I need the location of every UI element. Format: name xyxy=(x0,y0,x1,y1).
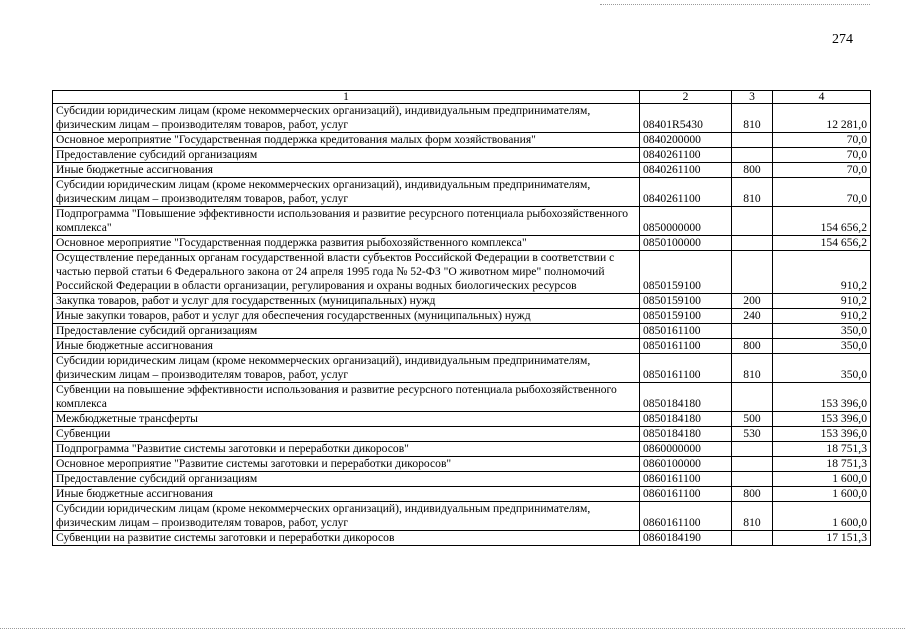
code-cell: 0850161100 xyxy=(640,324,732,339)
table-row xyxy=(53,502,871,531)
name-cell: Субсидии юридическим лицам (кроме некоммерческих организаций), индивидуальным предпринимателям, физическим лицам – производителям товаров, работ, услуг xyxy=(53,354,640,383)
code-cell: 0850159100 xyxy=(640,294,732,309)
expense-type-cell xyxy=(732,324,773,339)
code-cell: 0860161100 xyxy=(640,472,732,487)
code-cell: 0850161100 xyxy=(640,339,732,354)
amount-cell: 18 751,3 xyxy=(773,442,871,457)
code-cell: 0850161100 xyxy=(640,354,732,383)
name-cell: Закупка товаров, работ и услуг для государственных (муниципальных) нужд xyxy=(53,294,640,309)
amount-cell: 153 396,0 xyxy=(773,412,871,427)
code-cell: 0850184180 xyxy=(640,427,732,442)
expense-type-cell: 810 xyxy=(732,502,773,531)
code-cell: 0860161100 xyxy=(640,487,732,502)
code-cell: 0860100000 xyxy=(640,457,732,472)
header-column-1: 1 xyxy=(53,91,640,104)
code-cell: 0840261100 xyxy=(640,178,732,207)
expense-type-cell xyxy=(732,236,773,251)
table-row xyxy=(53,339,871,354)
name-cell: Субсидии юридическим лицам (кроме некоммерческих организаций), индивидуальным предпринимателям, физическим лицам – производителям товаров, работ, услуг xyxy=(53,502,640,531)
name-cell: Иные бюджетные ассигнования xyxy=(53,339,640,354)
code-cell: 0840261100 xyxy=(640,148,732,163)
table-row xyxy=(53,324,871,339)
amount-cell: 153 396,0 xyxy=(773,383,871,412)
amount-cell: 70,0 xyxy=(773,133,871,148)
amount-cell: 1 600,0 xyxy=(773,487,871,502)
expense-type-cell: 800 xyxy=(732,163,773,178)
name-cell: Субвенции на развитие системы заготовки и переработки дикоросов xyxy=(53,531,640,546)
scan-artifact-top xyxy=(600,4,870,5)
name-cell: Основное мероприятие "Государственная поддержка развития рыбохозяйственного комплекса" xyxy=(53,236,640,251)
code-cell: 0840261100 xyxy=(640,163,732,178)
code-cell: 08401R5430 xyxy=(640,104,732,133)
code-cell: 0850100000 xyxy=(640,236,732,251)
table-row xyxy=(53,294,871,309)
amount-cell: 70,0 xyxy=(773,148,871,163)
code-cell: 0860161100 xyxy=(640,502,732,531)
name-cell: Предоставление субсидий организациям xyxy=(53,324,640,339)
amount-cell: 18 751,3 xyxy=(773,457,871,472)
expense-type-cell: 810 xyxy=(732,354,773,383)
expense-type-cell xyxy=(732,442,773,457)
expense-type-cell xyxy=(732,383,773,412)
table-row xyxy=(53,163,871,178)
budget-table xyxy=(52,90,871,546)
table-row xyxy=(53,236,871,251)
header-column-2: 2 xyxy=(640,91,732,104)
amount-cell: 350,0 xyxy=(773,354,871,383)
scan-artifact-bottom xyxy=(0,628,905,629)
table-header-row xyxy=(53,91,871,104)
amount-cell: 154 656,2 xyxy=(773,207,871,236)
name-cell: Субсидии юридическим лицам (кроме некоммерческих организаций), индивидуальным предпринимателям, физическим лицам – производителям товаров, работ, услуг xyxy=(53,104,640,133)
table-body xyxy=(53,104,871,546)
table-row xyxy=(53,531,871,546)
expense-type-cell xyxy=(732,207,773,236)
table-row xyxy=(53,133,871,148)
expense-type-cell: 800 xyxy=(732,487,773,502)
expense-type-cell: 200 xyxy=(732,294,773,309)
name-cell: Основное мероприятие "Развитие системы заготовки и переработки дикоросов" xyxy=(53,457,640,472)
table-row xyxy=(53,472,871,487)
amount-cell: 70,0 xyxy=(773,178,871,207)
table-row xyxy=(53,354,871,383)
amount-cell: 70,0 xyxy=(773,163,871,178)
name-cell: Подпрограмма "Развитие системы заготовки и переработки дикоросов" xyxy=(53,442,640,457)
table-row xyxy=(53,457,871,472)
header-column-3: 3 xyxy=(732,91,773,104)
code-cell: 0860184190 xyxy=(640,531,732,546)
expense-type-cell: 810 xyxy=(732,104,773,133)
table-row xyxy=(53,427,871,442)
expense-type-cell: 500 xyxy=(732,412,773,427)
amount-cell: 153 396,0 xyxy=(773,427,871,442)
amount-cell: 154 656,2 xyxy=(773,236,871,251)
header-column-4: 4 xyxy=(773,91,871,104)
expense-type-cell xyxy=(732,251,773,294)
expense-type-cell: 530 xyxy=(732,427,773,442)
name-cell: Иные бюджетные ассигнования xyxy=(53,487,640,502)
name-cell: Подпрограмма "Повышение эффективности использования и развитие ресурсного потенциала рыбохозяйственного комплекса" xyxy=(53,207,640,236)
expense-type-cell xyxy=(732,472,773,487)
expense-type-cell xyxy=(732,531,773,546)
table-row xyxy=(53,207,871,236)
table-row xyxy=(53,442,871,457)
name-cell: Осуществление переданных органам государственной власти субъектов Российской Федерации в соответствии с частью первой статьи 6 Федерального закона от 24 апреля 1995 года № 52-ФЗ "О животном мире" полномочий Российской Федерации в области организации, регулирования и охраны водных биологических ресурсов xyxy=(53,251,640,294)
amount-cell: 17 151,3 xyxy=(773,531,871,546)
name-cell: Межбюджетные трансферты xyxy=(53,412,640,427)
name-cell: Основное мероприятие "Государственная поддержка кредитования малых форм хозяйствования" xyxy=(53,133,640,148)
name-cell: Предоставление субсидий организациям xyxy=(53,472,640,487)
code-cell: 0850159100 xyxy=(640,309,732,324)
code-cell: 0850184180 xyxy=(640,383,732,412)
code-cell: 0850159100 xyxy=(640,251,732,294)
amount-cell: 910,2 xyxy=(773,251,871,294)
amount-cell: 1 600,0 xyxy=(773,472,871,487)
page-number: 274 xyxy=(832,32,853,47)
expense-type-cell: 810 xyxy=(732,178,773,207)
name-cell: Иные бюджетные ассигнования xyxy=(53,163,640,178)
name-cell: Субвенции xyxy=(53,427,640,442)
expense-type-cell: 800 xyxy=(732,339,773,354)
expense-type-cell: 240 xyxy=(732,309,773,324)
table-row xyxy=(53,148,871,163)
code-cell: 0850000000 xyxy=(640,207,732,236)
expense-type-cell xyxy=(732,133,773,148)
table-row xyxy=(53,251,871,294)
code-cell: 0840200000 xyxy=(640,133,732,148)
table-row xyxy=(53,178,871,207)
amount-cell: 910,2 xyxy=(773,294,871,309)
name-cell: Субвенции на повышение эффективности использования и развитие ресурсного потенциала рыбохозяйственного комплекса xyxy=(53,383,640,412)
amount-cell: 350,0 xyxy=(773,339,871,354)
table-row xyxy=(53,309,871,324)
amount-cell: 910,2 xyxy=(773,309,871,324)
amount-cell: 350,0 xyxy=(773,324,871,339)
table-row xyxy=(53,383,871,412)
code-cell: 0850184180 xyxy=(640,412,732,427)
name-cell: Предоставление субсидий организациям xyxy=(53,148,640,163)
expense-type-cell xyxy=(732,457,773,472)
code-cell: 0860000000 xyxy=(640,442,732,457)
table-row xyxy=(53,104,871,133)
amount-cell: 12 281,0 xyxy=(773,104,871,133)
table-row xyxy=(53,487,871,502)
expense-type-cell xyxy=(732,148,773,163)
table-row xyxy=(53,412,871,427)
name-cell: Субсидии юридическим лицам (кроме некоммерческих организаций), индивидуальным предпринимателям, физическим лицам – производителям товаров, работ, услуг xyxy=(53,178,640,207)
amount-cell: 1 600,0 xyxy=(773,502,871,531)
name-cell: Иные закупки товаров, работ и услуг для обеспечения государственных (муниципальных) нужд xyxy=(53,309,640,324)
